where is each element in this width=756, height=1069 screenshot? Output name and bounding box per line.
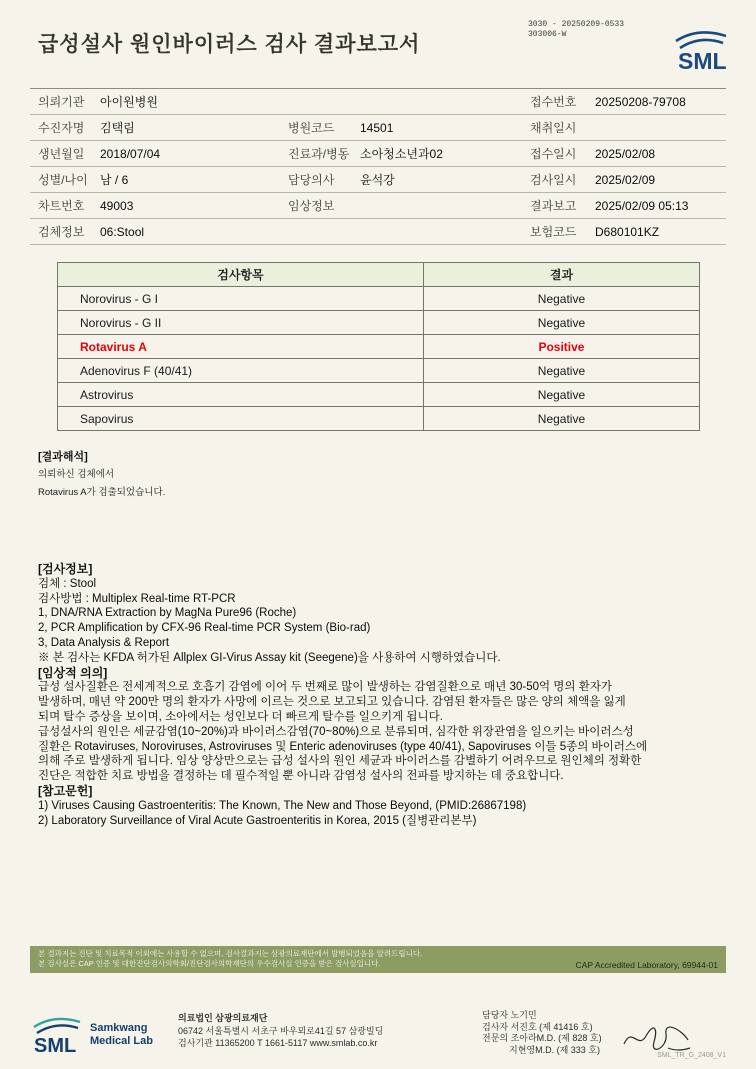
reference-line: 2) Laboratory Surveillance of Viral Acute Gastroenteritis in Korea, 2015 (질병관리본부) [38,814,477,827]
info-value: 49003 [100,198,134,213]
test-info-line: 2, PCR Amplification by CFX-96 Real-time PCR System (Bio-rad) [38,622,371,635]
section-heading: [결과해석] [38,451,88,463]
test-result: Negative [423,407,699,431]
clinical-line: 질환은 Rotaviruses, Noroviruses, Astroviruses 및 Enteric adenoviruses (type 40/41), Sapoviruses 이들 5종의 바이러스에 [38,740,648,753]
test-result: Positive [423,335,699,359]
footer-logo-name [90,1022,153,1048]
test-name: Astrovirus [58,383,424,407]
info-row [30,219,726,245]
footer-address-block [178,1012,383,1050]
info-label: 진료과/병동 [288,147,350,161]
test-result: Negative [423,311,699,335]
clinical-line: 진단은 적합한 치료 방법을 결정하는 데 필수적일 뿐 아니라 감염성 설사의 전파를 방지하는 데 중요합니다. [38,770,564,783]
info-value: D680101KZ [595,224,660,239]
clinical-line: 의해 주로 발생하게 됩니다. 임상 양상만으로는 급성 설사의 원인 세균과 바이러스를 감별하기 어려우므로 원인체의 정확한 [38,755,642,768]
test-info-line: 3, Data Analysis & Report [38,636,170,649]
page-title: 급성설사 원인바이러스 검사 결과보고서 [38,33,421,56]
test-name: Rotavirus A [58,335,424,359]
info-value: 2018/07/04 [100,146,161,161]
column-header-test: 검사항목 [58,263,424,287]
report-code-line2: 303006-W [528,30,567,39]
sml-logo-icon [30,1014,84,1056]
test-result: Negative [423,287,699,311]
info-label: 검체정보 [38,225,85,239]
table-row [58,359,700,383]
form-code: SML_TR_G_2408_V1 [657,1052,726,1059]
test-result: Negative [423,383,699,407]
info-value: 소아청소년과02 [360,147,443,161]
cap-accreditation: CAP Accredited Laboratory, 69944-01 [575,960,718,970]
info-label: 채취일시 [530,121,577,135]
table-row [58,407,700,431]
info-label: 임상정보 [288,199,335,213]
organization-name: 의료법인 삼광의료재단 [178,1013,268,1023]
info-row [30,141,726,167]
staff-line: 담당자 노기민 [482,1010,537,1020]
table-row-positive [58,335,700,359]
test-info-line: ※ 본 검사는 KFDA 허가된 Allplex GI-Virus Assay kit (Seegene)을 사용하여 시행하였습니다. [38,651,501,664]
test-info-line: 검체 : Stool [38,577,97,590]
info-value: 20250208-79708 [595,94,686,109]
report-code [528,20,624,40]
info-row [30,115,726,141]
table-row [58,383,700,407]
column-header-result: 결과 [423,263,699,287]
info-value: 김택림 [100,121,135,135]
organization-contact: 검사기관 11365200 T 1661-5117 www.smlab.co.kr [178,1038,378,1048]
clinical-line: 발생하며, 매년 약 200만 명의 환자가 사망에 이르는 것으로 보고되고 있습니다. 감염된 환자들은 많은 양의 체액을 잃게 [38,696,626,709]
patient-info-table [30,88,726,245]
footer-logo-name-line2: Medical Lab [90,1035,153,1047]
info-row [30,89,726,115]
info-value: 아이원병원 [100,95,158,109]
clinical-line: 되며 탈수 증상을 보이며, 소아에서는 성인보다 더 빠르게 탈수를 일으키게 됩니다. [38,710,443,723]
notice-band [30,946,726,973]
info-row [30,193,726,219]
report-code-line1: 3030 - 20250209-0533 [528,20,625,29]
footer-logo-name-line1: Samkwang [90,1022,148,1034]
info-value: 2025/02/09 05:13 [595,198,689,213]
info-label: 접수번호 [530,95,577,109]
test-name: Norovirus - G I [58,287,424,311]
staff-line: 검사자 서진호 (제 41416 호) [482,1021,593,1032]
test-name: Adenovirus F (40/41) [58,359,424,383]
clinical-line: 급성 설사질환은 전세계적으로 호흡기 감염에 이어 두 번째로 많이 발생하는 감염질환으로 매년 30-50억 명의 환자가 [38,681,613,694]
table-row [58,311,700,335]
sml-logo-icon [668,26,732,74]
info-row [30,167,726,193]
body-text-block [38,562,730,828]
info-label: 차트번호 [38,199,85,213]
svg-text:SML: SML [34,1035,77,1056]
info-value: 2025/02/09 [595,172,656,187]
table-row [58,287,700,311]
test-name: Norovirus - G II [58,311,424,335]
section-heading: [임상적 의의] [38,665,108,680]
footer-staff-block [482,1010,602,1056]
test-result: Negative [423,359,699,383]
info-label: 접수일시 [530,147,577,161]
section-heading: [참고문헌] [38,783,93,798]
info-value: 06:Stool [100,224,145,239]
signature-icon [618,1022,696,1056]
footer [30,1008,726,1063]
sml-logo [668,26,732,79]
svg-text:SML: SML [678,48,727,74]
info-value: 2025/02/08 [595,146,656,161]
info-value: 남 / 6 [100,173,129,187]
info-label: 수진자명 [38,121,85,135]
results-header-row [58,263,700,287]
notice-line: 본 검사실은 CAP 인증 및 대한진단검사의학회/진단검사의학재단의 우수검사실 인증을 받은 검사실입니다. [38,959,381,968]
info-label: 검사일시 [530,173,577,187]
results-table [57,262,700,431]
clinical-line: 급성설사의 원인은 세균감염(10~20%)과 바이러스감염(70~80%)으로 분류되며, 심각한 위장관염을 일으키는 바이러스성 [38,725,634,738]
notice-line: 본 결과지는 진단 및 치료목적 이외에는 사용할 수 없으며, 검사결과지는 삼광의료재단에서 발행되었음을 알려드립니다. [38,949,423,958]
info-value: 14501 [360,120,394,135]
result-interpretation-section [38,448,165,502]
test-info-line: 검사방법 : Multiplex Real-time RT-PCR [38,592,236,605]
test-info-line: 1, DNA/RNA Extraction by MagNa Pure96 (Roche) [38,607,297,620]
info-label: 의뢰기관 [38,95,85,109]
info-value: 윤석강 [360,173,395,187]
staff-line: 지현영M.D. (제 333 호) [509,1044,600,1055]
organization-address: 06742 서울특별시 서초구 바우뫼로41길 57 삼광빌딩 [178,1025,384,1036]
info-label: 담당의사 [288,173,335,187]
staff-line: 전문의 조아라M.D. (제 828 호) [482,1033,602,1043]
info-label: 성별/나이 [38,173,88,187]
test-name: Sapovirus [58,407,424,431]
info-label: 결과보고 [530,199,577,213]
interpretation-line: 의뢰하신 검체에서 [38,469,115,480]
info-label: 보험코드 [530,225,577,239]
info-label: 생년월일 [38,147,85,161]
reference-line: 1) Viruses Causing Gastroenteritis: The Known, The New and Those Beyond, (PMID:26867198) [38,799,527,812]
interpretation-line: Rotavirus A가 검출되었습니다. [38,487,166,498]
info-label: 병원코드 [288,121,335,135]
section-heading: [검사정보] [38,562,93,576]
footer-logo [30,1014,153,1056]
